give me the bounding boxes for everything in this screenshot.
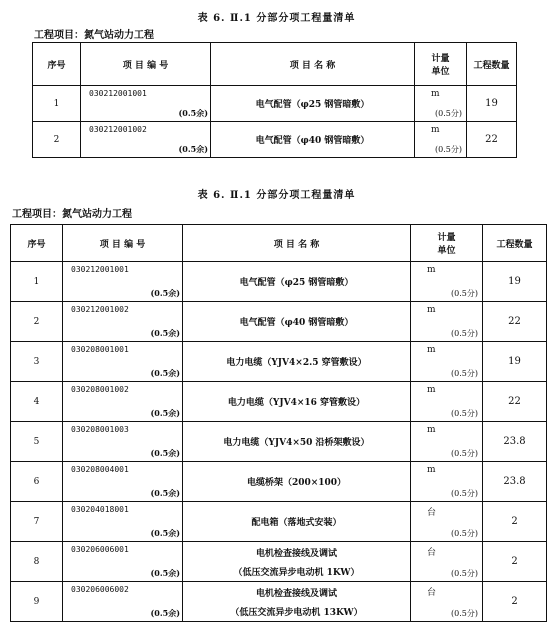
score-stamp: (0.5余)	[150, 288, 180, 298]
header-unit: 计量 单位	[415, 43, 467, 86]
row-unit: m	[427, 345, 436, 355]
header-seq: 序号	[33, 43, 81, 86]
score-stamp: (0.5余)	[150, 448, 180, 458]
row-code-cell	[63, 462, 183, 502]
row-code-cell	[63, 582, 183, 622]
row-seq: 5	[11, 422, 63, 462]
header-code: 项 目 编 号	[81, 43, 211, 86]
item-name: 电力电缆（YJV4×16 穿管敷设）	[227, 398, 366, 408]
item-name: 电力电缆（YJV4×2.5 穿管敷设）	[226, 358, 367, 368]
row-unit-cell	[415, 86, 467, 122]
row-qty: 2	[483, 582, 547, 622]
row-code-cell	[63, 502, 183, 542]
table-row	[33, 122, 517, 158]
table2-header-row	[11, 225, 547, 262]
row-name-cell	[183, 502, 411, 542]
table-row	[11, 462, 547, 502]
score-note: (0.5分)	[451, 449, 478, 458]
header-unit: 计量 单位	[411, 225, 483, 262]
row-code: 030208004001	[71, 465, 129, 474]
item-name: 电机检查接线及调试	[255, 588, 337, 599]
item-name-detail: （低压交流异步电动机 1KW）	[233, 567, 360, 578]
score-stamp: (0.5余)	[178, 108, 208, 118]
row-unit: m	[431, 89, 440, 99]
row-unit-cell	[411, 502, 483, 542]
row-unit-cell	[411, 382, 483, 422]
row-code: 030204018001	[71, 505, 129, 514]
table-row	[11, 422, 547, 462]
table-row	[11, 542, 547, 582]
row-unit-cell	[411, 462, 483, 502]
row-name-cell	[183, 542, 411, 582]
row-code: 030212001002	[71, 305, 129, 314]
table2	[10, 224, 547, 622]
item-name: 电气配管（φ40 钢管暗敷）	[255, 136, 370, 146]
row-unit-cell	[411, 422, 483, 462]
table-row	[11, 342, 547, 382]
table1-project-label: 工程项目：氮气站动力工程	[34, 30, 154, 41]
item-name-detail: （低压交流异步电动机 13KW）	[230, 607, 363, 618]
row-unit-cell	[411, 342, 483, 382]
score-note: (0.5分)	[451, 609, 478, 618]
score-note: (0.5分)	[435, 145, 462, 154]
row-code-cell	[63, 262, 183, 302]
item-name: 电气配管（φ40 钢管暗敷）	[239, 318, 354, 328]
score-note: (0.5分)	[451, 369, 478, 378]
score-note: (0.5分)	[451, 329, 478, 338]
row-seq: 2	[11, 302, 63, 342]
score-stamp: (0.5余)	[150, 408, 180, 418]
score-stamp: (0.5余)	[150, 568, 180, 578]
item-name: 电力电缆（YJV4×50 沿桥架敷设）	[223, 438, 370, 448]
row-seq: 6	[11, 462, 63, 502]
header-name: 项 目 名 称	[211, 43, 415, 86]
row-code-cell	[63, 342, 183, 382]
row-seq: 2	[33, 122, 81, 158]
score-note: (0.5分)	[451, 489, 478, 498]
row-qty: 19	[483, 342, 547, 382]
score-note: (0.5分)	[435, 109, 462, 118]
score-stamp: (0.5余)	[150, 488, 180, 498]
row-unit-cell	[411, 542, 483, 582]
row-name-cell	[183, 262, 411, 302]
table2-project-label: 工程项目：氮气站动力工程	[12, 209, 132, 220]
table-row	[11, 502, 547, 542]
row-seq: 3	[11, 342, 63, 382]
row-seq: 9	[11, 582, 63, 622]
row-seq: 4	[11, 382, 63, 422]
table-row	[11, 382, 547, 422]
row-qty: 22	[483, 382, 547, 422]
header-code: 项 目 编 号	[63, 225, 183, 262]
score-stamp: (0.5余)	[150, 528, 180, 538]
row-code: 030208001002	[71, 385, 129, 394]
row-qty: 19	[467, 86, 517, 122]
item-name: 电气配管（φ25 钢管暗敷）	[255, 100, 370, 110]
row-unit-cell	[411, 262, 483, 302]
header-qty: 工程数量	[467, 43, 517, 86]
row-code-cell	[63, 542, 183, 582]
score-stamp: (0.5余)	[150, 328, 180, 338]
row-name-cell	[211, 122, 415, 158]
row-unit: 台	[427, 588, 437, 598]
row-code: 030208001003	[71, 425, 129, 434]
row-code: 030206006001	[71, 545, 129, 554]
table2-title: 表 6. Ⅱ.1 分部分项工程量清单	[197, 190, 356, 201]
row-seq: 8	[11, 542, 63, 582]
row-name-cell	[183, 582, 411, 622]
table-row	[11, 582, 547, 622]
row-code-cell	[81, 86, 211, 122]
row-name-cell	[183, 342, 411, 382]
row-qty: 19	[483, 262, 547, 302]
row-unit-cell	[411, 582, 483, 622]
row-name-cell	[211, 86, 415, 122]
score-stamp: (0.5余)	[178, 144, 208, 154]
row-name-cell	[183, 422, 411, 462]
row-seq: 7	[11, 502, 63, 542]
item-name: 电气配管（φ25 钢管暗敷）	[239, 278, 354, 288]
row-seq: 1	[33, 86, 81, 122]
row-name-cell	[183, 302, 411, 342]
row-unit: m	[427, 385, 436, 395]
score-note: (0.5分)	[451, 529, 478, 538]
row-code: 030206006002	[71, 585, 129, 594]
row-code: 030212001001	[71, 265, 129, 274]
score-note: (0.5分)	[451, 569, 478, 578]
table-row	[11, 302, 547, 342]
row-qty: 23.8	[483, 462, 547, 502]
table1-title: 表 6. Ⅱ.1 分部分项工程量清单	[197, 13, 356, 24]
table-row	[11, 262, 547, 302]
item-name: 电缆桥架（200×100）	[246, 478, 347, 488]
table1-header-row	[33, 43, 517, 86]
table1	[32, 42, 517, 158]
score-note: (0.5分)	[451, 289, 478, 298]
row-unit: m	[427, 265, 436, 275]
row-qty: 22	[467, 122, 517, 158]
row-qty: 23.8	[483, 422, 547, 462]
header-name: 项 目 名 称	[183, 225, 411, 262]
row-code: 030208001001	[71, 345, 129, 354]
row-unit: m	[427, 425, 436, 435]
table-row	[33, 86, 517, 122]
row-unit: m	[427, 305, 436, 315]
row-unit-cell	[411, 302, 483, 342]
score-stamp: (0.5余)	[150, 368, 180, 378]
row-code: 030212001002	[89, 125, 147, 134]
score-note: (0.5分)	[451, 409, 478, 418]
row-qty: 2	[483, 542, 547, 582]
row-unit-cell	[415, 122, 467, 158]
score-stamp: (0.5余)	[150, 608, 180, 618]
row-name-cell	[183, 382, 411, 422]
row-code: 030212001001	[89, 89, 147, 98]
row-qty: 22	[483, 302, 547, 342]
row-unit: 台	[427, 508, 437, 518]
item-name: 配电箱（落地式安装）	[251, 518, 342, 528]
row-unit: m	[431, 125, 440, 135]
row-code-cell	[81, 122, 211, 158]
header-seq: 序号	[11, 225, 63, 262]
row-unit: m	[427, 465, 436, 475]
row-unit: 台	[427, 548, 437, 558]
header-qty: 工程数量	[483, 225, 547, 262]
row-code-cell	[63, 382, 183, 422]
row-code-cell	[63, 422, 183, 462]
row-seq: 1	[11, 262, 63, 302]
row-code-cell	[63, 302, 183, 342]
row-qty: 2	[483, 502, 547, 542]
row-name-cell	[183, 462, 411, 502]
item-name: 电机检查接线及调试	[255, 548, 337, 559]
